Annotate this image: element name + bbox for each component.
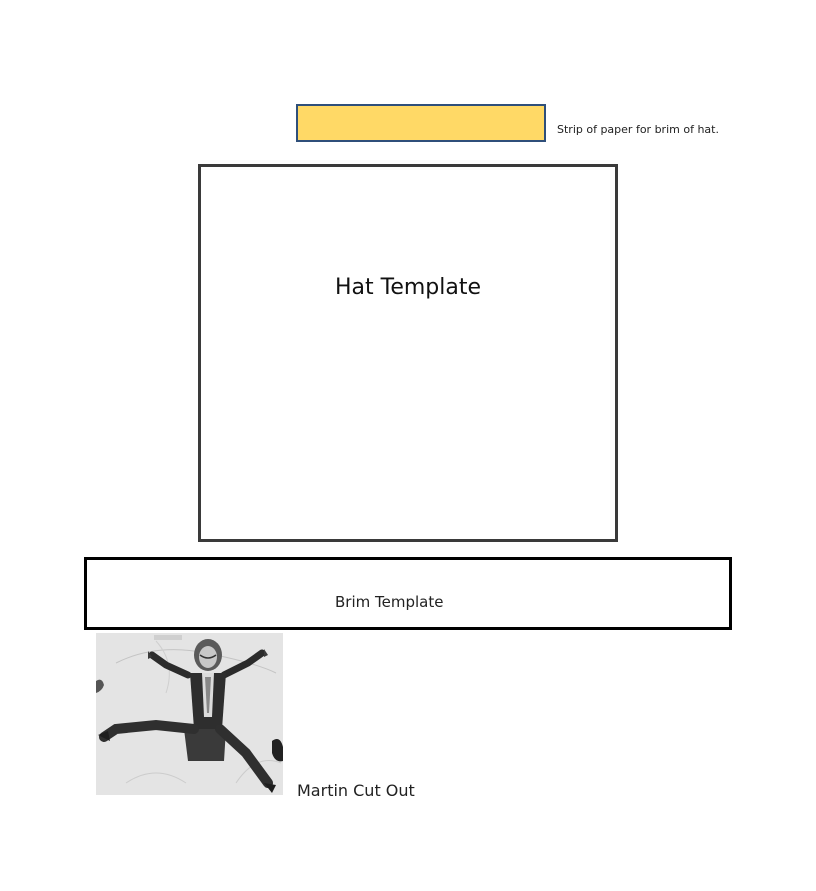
martin-cutout-image xyxy=(96,633,283,795)
hat-template-box xyxy=(198,164,618,542)
hat-template-label: Hat Template xyxy=(334,275,482,300)
brim-strip-swatch xyxy=(296,104,546,142)
martin-cutout-caption: Martin Cut Out xyxy=(297,781,415,800)
brim-template-label: Brim Template xyxy=(335,593,444,611)
strip-caption: Strip of paper for brim of hat. xyxy=(557,123,719,136)
brim-template-box xyxy=(84,557,732,630)
martin-illustration xyxy=(96,633,283,795)
